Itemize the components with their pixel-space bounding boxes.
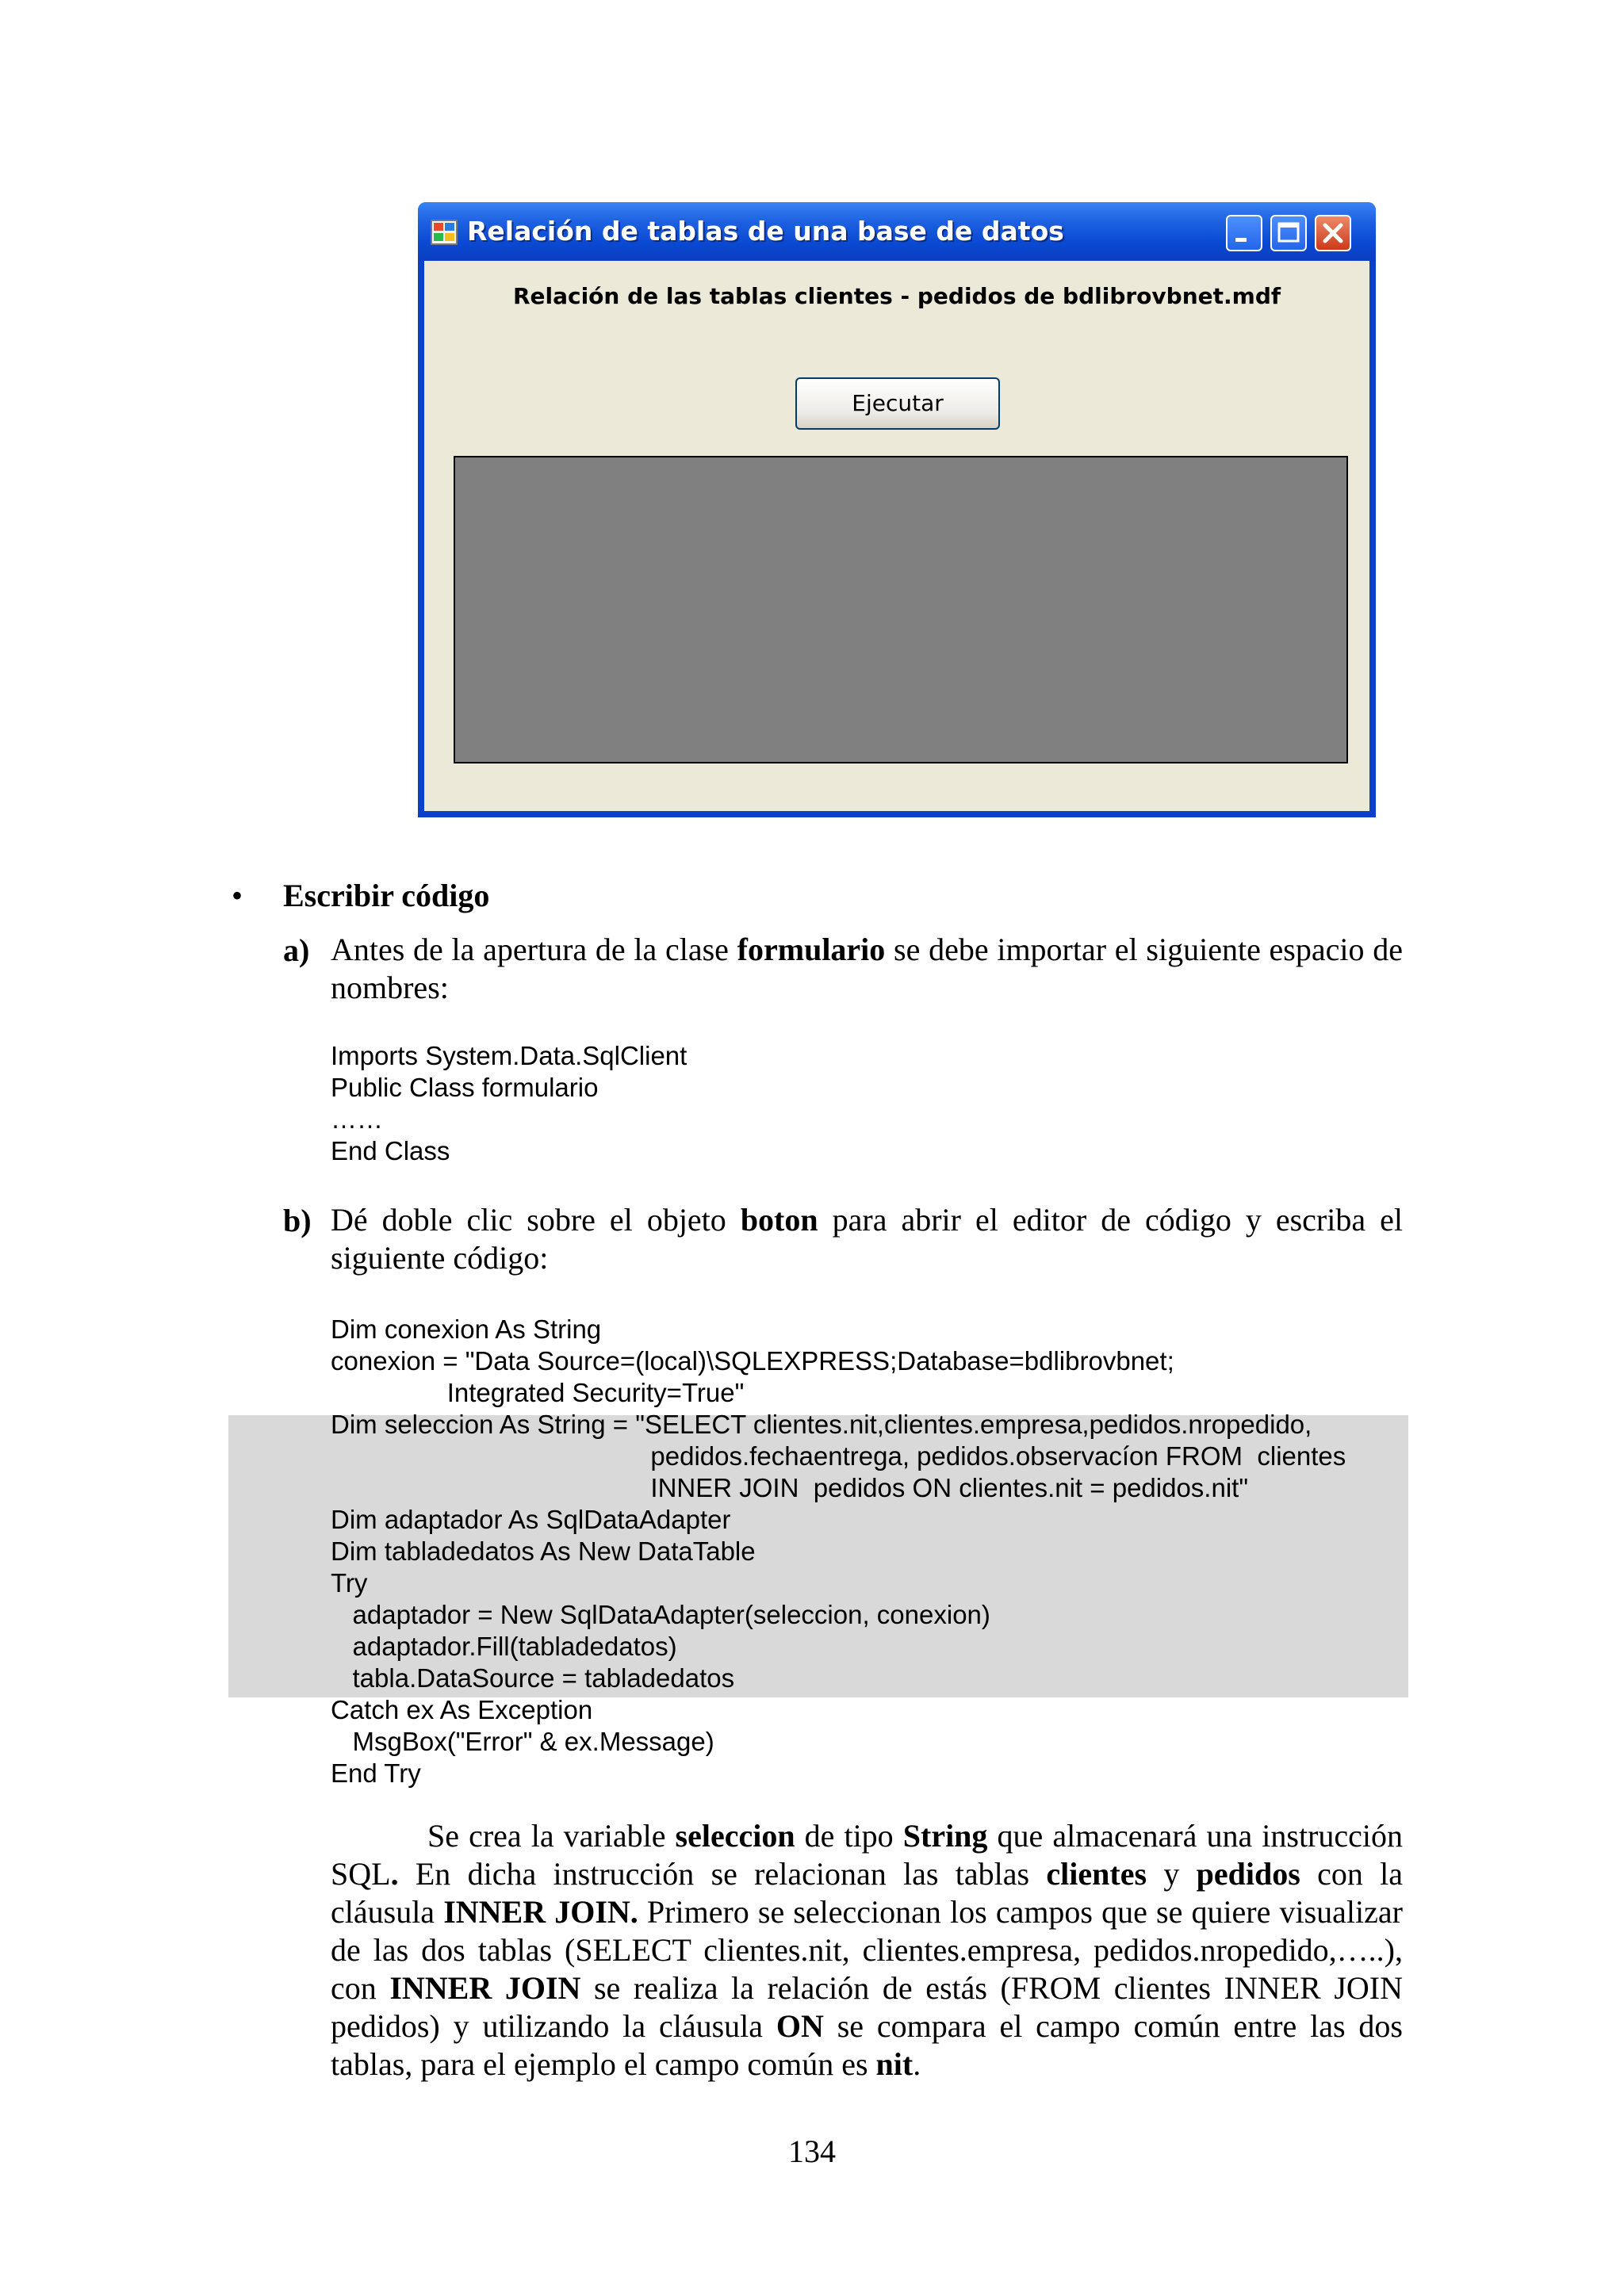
item-a-text: Antes de la apertura de la clase formulario se debe importar el siguiente espacio de nombres: bbox=[331, 932, 1403, 1005]
form-label: Relación de las tablas clientes - pedidos de bdlibrovbnet.mdf bbox=[512, 283, 1281, 309]
minimize-icon bbox=[1228, 216, 1261, 250]
code-line: End Class bbox=[331, 1136, 450, 1165]
code-line: Try bbox=[331, 1568, 368, 1598]
item-b-marker: b) bbox=[283, 1203, 312, 1238]
form-client-area bbox=[424, 261, 1369, 811]
minimize-button[interactable] bbox=[1226, 215, 1262, 251]
code-line: Dim tabladedatos As New DataTable bbox=[331, 1536, 756, 1566]
code-line: INNER JOIN pedidos ON clientes.nit = pedidos.nit" bbox=[331, 1473, 1249, 1502]
code-line: Public Class formulario bbox=[331, 1073, 599, 1102]
code-line: Imports System.Data.SqlClient bbox=[331, 1041, 688, 1070]
code-line: Dim conexion As String bbox=[331, 1314, 602, 1344]
close-icon bbox=[1316, 216, 1350, 250]
explanation-paragraph: Se crea la variable seleccion de tipo String que almacenará una instrucción SQL. En dicha instrucción se relacionan las tablas clientes y pedidos con la cláusula INNER JOIN. Primero se seleccionan los campos que se quiere visualizar de las dos tablas (SELECT clientes.nit, clientes.empresa, pedidos.nropedido,…..), con INNER JOIN se realiza la relación de estás (FROM clientes INNER JOIN pedidos) y utilizando la cláusula ON se compara el campo común entre las dos tablas, para el ejemplo el campo común es nit. bbox=[331, 1818, 1404, 2082]
item-b-text: Dé doble clic sobre el objeto boton para abrir el editor de código y escriba el siguiente código: bbox=[331, 1202, 1403, 1276]
code-block-handler bbox=[331, 1314, 1346, 1789]
code-line: MsgBox("Error" & ex.Message) bbox=[331, 1727, 714, 1756]
title-bar[interactable] bbox=[418, 202, 1376, 261]
bullet: • bbox=[232, 878, 243, 913]
form-app-icon bbox=[431, 220, 458, 245]
code-block-imports bbox=[331, 1040, 687, 1167]
code-line: Dim adaptador As SqlDataAdapter bbox=[331, 1505, 731, 1534]
data-grid[interactable] bbox=[454, 456, 1348, 763]
code-line: Dim seleccion As String = "SELECT clientes.nit,clientes.empresa,pedidos.nropedido, bbox=[331, 1410, 1312, 1439]
maximize-icon bbox=[1272, 216, 1305, 250]
item-a-marker: a) bbox=[283, 932, 310, 968]
code-line: Integrated Security=True" bbox=[331, 1378, 745, 1407]
page-number: 134 bbox=[788, 2133, 836, 2169]
code-line: End Try bbox=[331, 1758, 421, 1788]
code-line: adaptador = New SqlDataAdapter(seleccion, conexion) bbox=[331, 1600, 990, 1629]
form-window bbox=[418, 202, 1376, 817]
close-button[interactable] bbox=[1315, 215, 1351, 251]
code-line: Catch ex As Exception bbox=[331, 1695, 593, 1724]
code-line: …… bbox=[331, 1104, 383, 1134]
code-line: pedidos.fechaentrega, pedidos.observacíon FROM clientes bbox=[331, 1441, 1346, 1471]
ejecutar-button[interactable]: Ejecutar bbox=[795, 377, 1000, 430]
window-title: Relación de tablas de una base de datos bbox=[467, 216, 1064, 247]
maximize-button[interactable] bbox=[1270, 215, 1307, 251]
section-heading: Escribir código bbox=[283, 878, 490, 913]
code-line: conexion = "Data Source=(local)\SQLEXPRESS;Database=bdlibrovbnet; bbox=[331, 1346, 1174, 1376]
code-line: adaptador.Fill(tabladedatos) bbox=[331, 1632, 677, 1661]
code-line: tabla.DataSource = tabladedatos bbox=[331, 1663, 735, 1693]
